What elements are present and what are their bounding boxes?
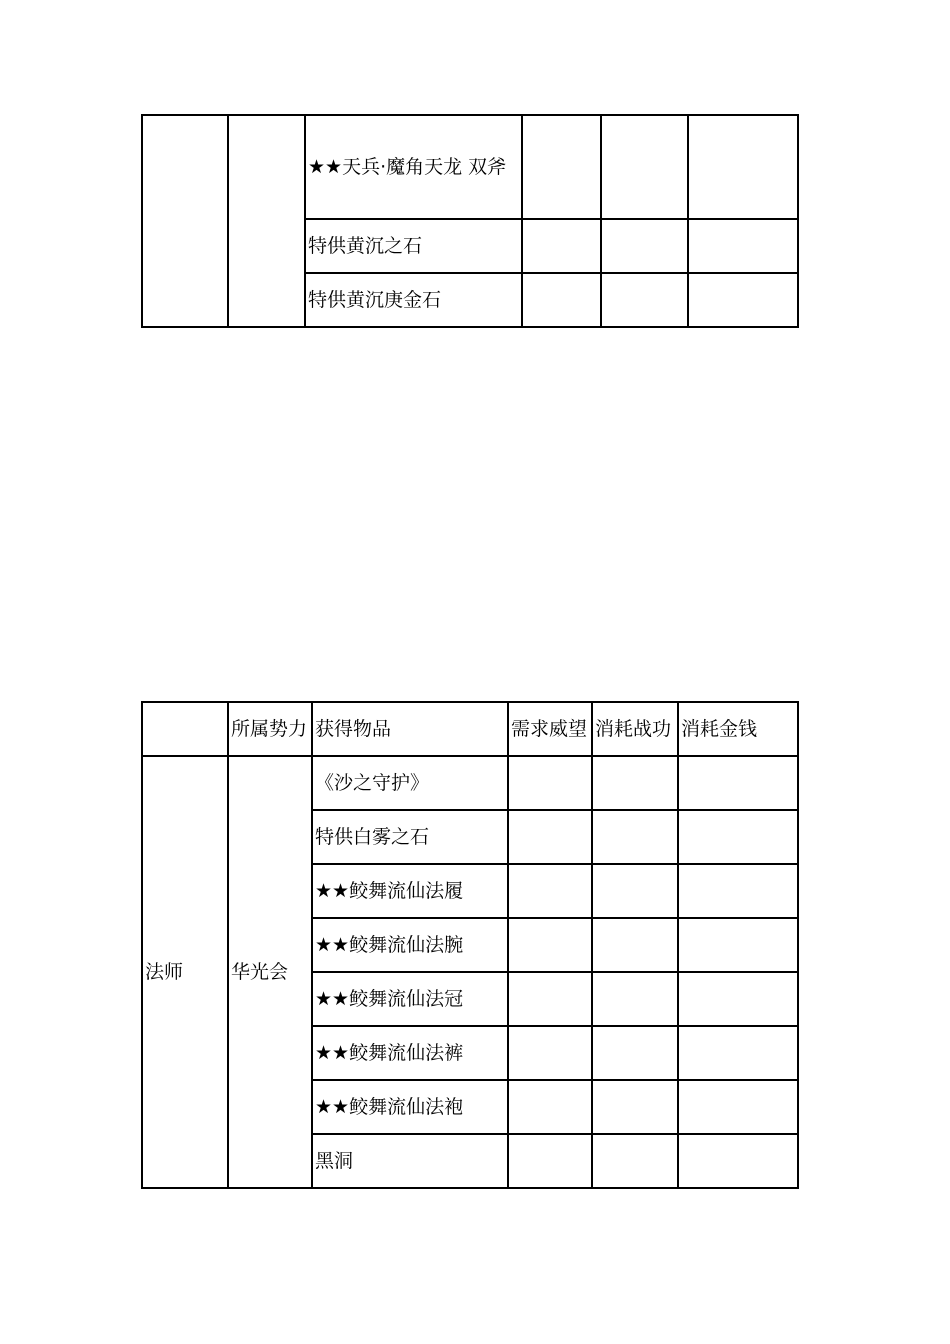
- money-cell: [678, 918, 798, 972]
- money-cell: [678, 972, 798, 1026]
- prestige-cell: [508, 1080, 592, 1134]
- header-merit: 消耗战功: [592, 702, 678, 756]
- item-cell: ★★鲛舞流仙法袍: [312, 1080, 508, 1134]
- prestige-cell: [508, 1134, 592, 1188]
- item-cell: 黑洞: [312, 1134, 508, 1188]
- merit-cell: [592, 756, 678, 810]
- money-cell: [678, 1134, 798, 1188]
- item-table: [141, 701, 799, 1189]
- merit-cell: [592, 972, 678, 1026]
- merit-cell: [601, 115, 688, 219]
- prestige-cell: [522, 273, 601, 327]
- money-cell: [678, 864, 798, 918]
- money-cell: [688, 219, 798, 273]
- class-cell: 法师: [142, 756, 228, 1188]
- money-cell: [688, 115, 798, 219]
- prestige-cell: [522, 219, 601, 273]
- merit-cell: [601, 219, 688, 273]
- header-faction: 所属势力: [228, 702, 312, 756]
- item-cell: 特供白雾之石: [312, 810, 508, 864]
- item-cell: ★★鲛舞流仙法履: [312, 864, 508, 918]
- prestige-cell: [508, 918, 592, 972]
- merit-cell: [592, 810, 678, 864]
- prestige-cell: [508, 810, 592, 864]
- item-cell: ★★鲛舞流仙法腕: [312, 918, 508, 972]
- prestige-cell: [508, 864, 592, 918]
- header-item: 获得物品: [312, 702, 508, 756]
- item-cell: ★★鲛舞流仙法裤: [312, 1026, 508, 1080]
- money-cell: [678, 1026, 798, 1080]
- merit-cell: [592, 864, 678, 918]
- money-cell: [678, 1080, 798, 1134]
- header-prestige: 需求威望: [508, 702, 592, 756]
- merit-cell: [601, 273, 688, 327]
- item-cell: ★★天兵·魔角天龙 双斧: [305, 115, 522, 219]
- merit-cell: [592, 1080, 678, 1134]
- faction-cell: [228, 115, 305, 327]
- class-cell: [142, 115, 228, 327]
- header-row: [142, 702, 798, 756]
- item-table-continuation: [141, 114, 799, 328]
- money-cell: [688, 273, 798, 327]
- item-cell: ★★鲛舞流仙法冠: [312, 972, 508, 1026]
- money-cell: [678, 810, 798, 864]
- item-cell: 《沙之守护》: [312, 756, 508, 810]
- merit-cell: [592, 918, 678, 972]
- prestige-cell: [508, 756, 592, 810]
- table-row: [142, 115, 798, 219]
- faction-cell: 华光会: [228, 756, 312, 1188]
- prestige-cell: [522, 115, 601, 219]
- item-cell: 特供黄沉之石: [305, 219, 522, 273]
- item-cell: 特供黄沉庚金石: [305, 273, 522, 327]
- merit-cell: [592, 1134, 678, 1188]
- table-row: [142, 756, 798, 810]
- header-cell-blank: [142, 702, 228, 756]
- merit-cell: [592, 1026, 678, 1080]
- prestige-cell: [508, 1026, 592, 1080]
- prestige-cell: [508, 972, 592, 1026]
- money-cell: [678, 756, 798, 810]
- header-money: 消耗金钱: [678, 702, 798, 756]
